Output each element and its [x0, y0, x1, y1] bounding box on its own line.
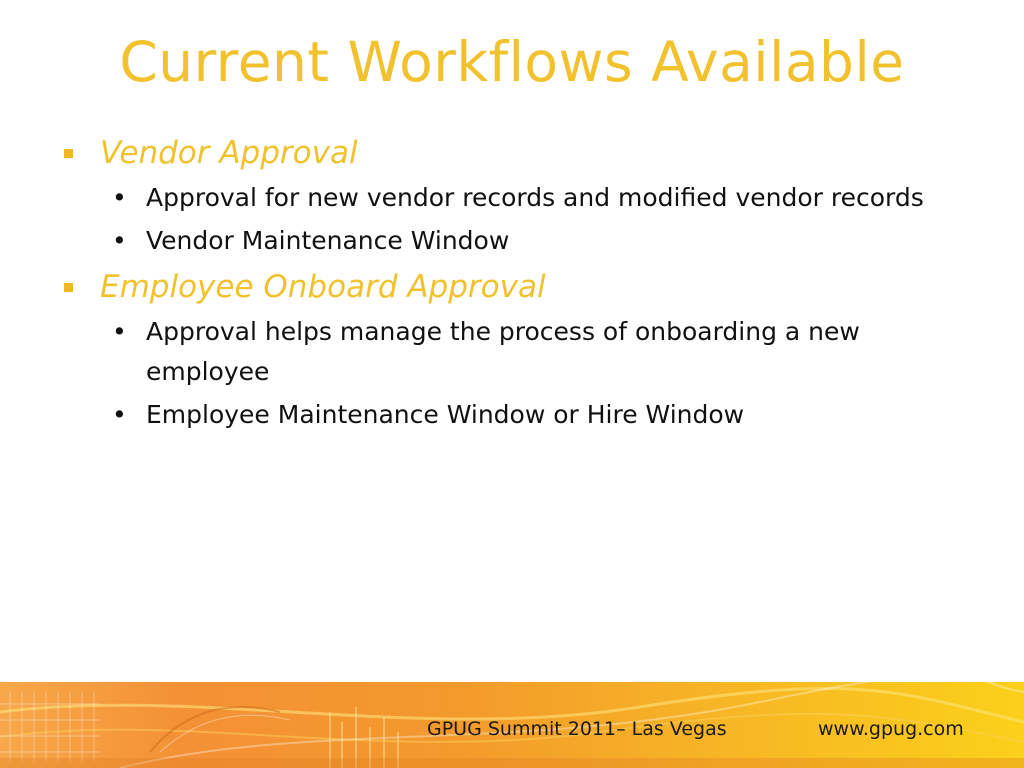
bullet-dot-icon: •: [112, 317, 127, 346]
section-heading-text: Vendor Approval: [100, 135, 358, 171]
list-item: [60, 221, 980, 261]
bullet-dot-icon: •: [112, 183, 127, 212]
list-item: [60, 395, 980, 435]
footer-band: [0, 682, 1024, 768]
square-bullet-icon: [64, 149, 73, 158]
section-heading-vendor-approval: [60, 131, 980, 175]
slide-title: Current Workflows Available: [119, 30, 905, 94]
footer-url: www.gpug.com: [818, 718, 964, 740]
list-item-text: Approval helps manage the process of onboarding a new employee: [146, 317, 860, 386]
footer-event-label: GPUG Summit 2011– Las Vegas: [427, 718, 727, 740]
section-heading-employee-onboard-approval: [60, 265, 980, 309]
list-item-text: Employee Maintenance Window or Hire Window: [146, 400, 745, 429]
list-item-text: Approval for new vendor records and modified vendor records: [146, 183, 924, 212]
list-item: [60, 178, 980, 218]
square-bullet-icon: [64, 283, 73, 292]
bullet-content: [60, 125, 980, 435]
section-heading-text: Employee Onboard Approval: [100, 269, 546, 305]
list-item-text: Vendor Maintenance Window: [146, 226, 510, 255]
bullet-dot-icon: •: [112, 400, 127, 429]
bullet-dot-icon: •: [112, 226, 127, 255]
list-item: [60, 312, 980, 392]
